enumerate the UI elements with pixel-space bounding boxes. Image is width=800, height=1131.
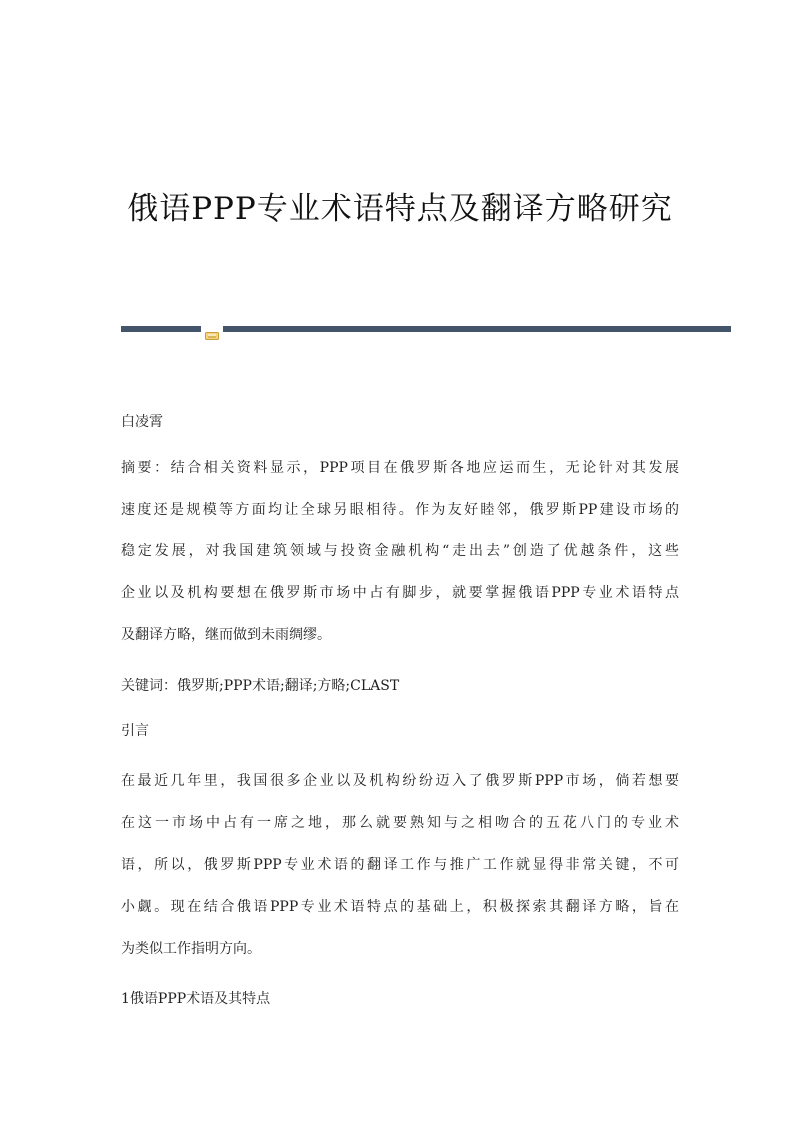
intro-line: 小觑。现在结合俄语PPP专业术语特点的基础上，积极探索其翻译方略，旨在 [121, 899, 679, 915]
abstract-line: 速度还是规模等方面均让全球另眼相待。作为友好睦邻，俄罗斯PP建设市场的 [121, 502, 679, 518]
abstract-line: 企业以及机构要想在俄罗斯市场中占有脚步，就要掌握俄语PPP专业术语特点 [121, 585, 679, 601]
abstract-line: 稳定发展，对我国建筑领域与投资金融机构“走出去”创造了优越条件，这些 [121, 543, 679, 559]
title-divider [121, 325, 731, 333]
keywords: 关键词：俄罗斯;PPP术语;翻译;方略;CLAST [121, 678, 400, 694]
intro-line: 语，所以，俄罗斯PPP专业术语的翻译工作与推广工作就显得非常关键，不可 [121, 857, 679, 873]
section-heading: 1俄语PPP术语及其特点 [121, 991, 271, 1007]
intro-heading: 引言 [121, 723, 149, 739]
document-title: 俄语PPP专业术语特点及翻译方略研究 [127, 191, 673, 227]
abstract-line: 及翻译方略，继而做到未雨绸缪。 [121, 627, 331, 643]
abstract-line: 摘要：结合相关资料显示，PPP项目在俄罗斯各地应运而生，无论针对其发展 [121, 460, 679, 476]
author-name: 白凌霄 [121, 414, 163, 430]
intro-line: 在这一市场中占有一席之地，那么就要熟知与之相吻合的五花八门的专业术 [121, 815, 679, 831]
intro-line: 为类似工作指明方向。 [121, 941, 261, 957]
divider-bar-left [121, 326, 201, 332]
intro-line: 在最近几年里，我国很多企业以及机构纷纷迈入了俄罗斯PPP市场，倘若想要 [121, 773, 679, 789]
pencil-icon [205, 325, 219, 333]
divider-bar-right [223, 326, 731, 332]
